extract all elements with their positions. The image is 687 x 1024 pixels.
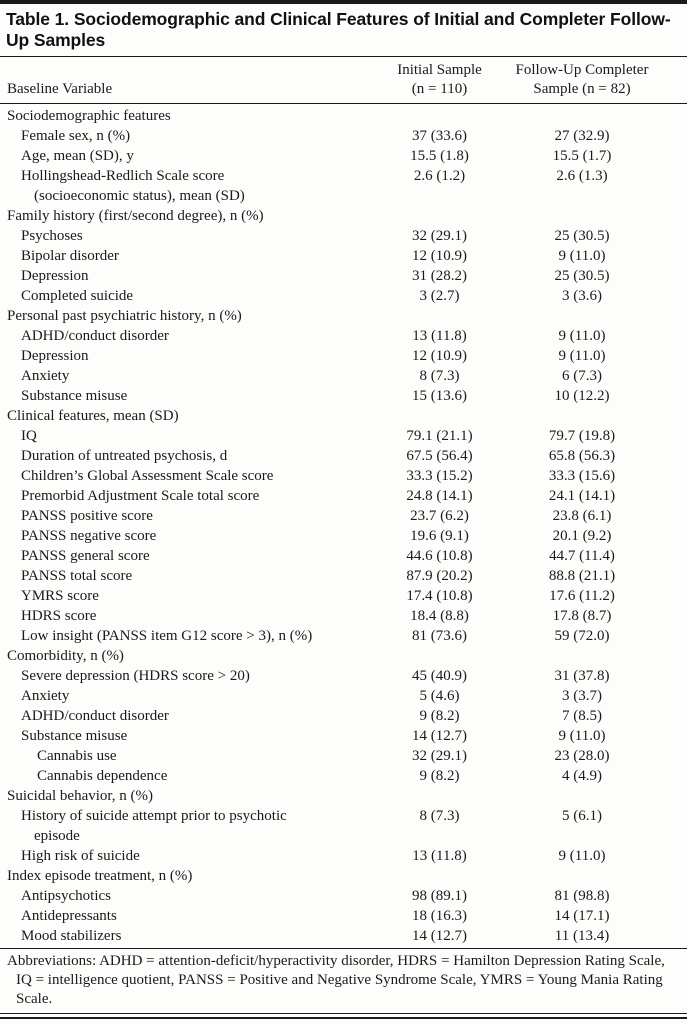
row-label-text: Anxiety: [21, 688, 70, 704]
table-row: [7, 606, 657, 626]
followup-sample-value: 3 (3.7): [562, 688, 602, 704]
table-row: [7, 226, 657, 246]
row-label-text: PANSS total score: [21, 568, 133, 584]
followup-sample-value: 9 (11.0): [558, 348, 606, 364]
initial-sample-value: 14 (12.7): [412, 928, 467, 944]
table-row: [7, 446, 657, 466]
initial-sample-value: 8 (7.3): [419, 808, 460, 824]
initial-sample-value: 13 (11.8): [412, 328, 467, 344]
row-label: [7, 546, 372, 566]
row-label: [7, 726, 372, 746]
table-header: [0, 57, 687, 103]
initial-sample-value: 9 (8.2): [419, 768, 460, 784]
row-label-text: Antidepressants: [21, 908, 117, 924]
table-row: [7, 106, 657, 126]
followup-sample-value: 9 (11.0): [558, 728, 606, 744]
followup-sample-value: 59 (72.0): [554, 628, 610, 644]
followup-sample-value: 25 (30.5): [554, 228, 610, 244]
table-row: [7, 366, 657, 386]
row-label-text: Sociodemographic features: [7, 108, 171, 124]
row-label-text: Psychoses: [21, 228, 83, 244]
table-row: [7, 426, 657, 446]
table-row: [7, 286, 657, 306]
column-header-followup-sample: [507, 61, 657, 99]
row-label-text: PANSS negative score: [21, 528, 157, 544]
row-label-text: Suicidal behavior, n (%): [7, 788, 154, 804]
initial-sample-value: 87.9 (20.2): [406, 568, 473, 584]
row-label: [7, 586, 372, 606]
row-label-text: History of suicide attempt prior to psychotic: [21, 808, 287, 824]
row-label-text: Depression: [21, 348, 89, 364]
initial-sample-value: 81 (73.6): [412, 628, 467, 644]
row-label: [7, 926, 372, 946]
followup-sample-value: 20.1 (9.2): [552, 528, 612, 544]
row-label-text: Anxiety: [21, 368, 70, 384]
row-label: [7, 106, 372, 126]
row-label: [7, 126, 372, 146]
row-label: [7, 566, 372, 586]
table-row: [7, 646, 657, 666]
row-label: [7, 366, 372, 386]
row-label-text: Female sex, n (%): [21, 128, 131, 144]
row-label-text: Bipolar disorder: [21, 248, 119, 264]
row-label: [7, 506, 372, 526]
row-label: [7, 806, 372, 846]
followup-sample-value: 14 (17.1): [554, 908, 610, 924]
initial-sample-value: 13 (11.8): [412, 848, 467, 864]
followup-sample-value: 27 (32.9): [554, 128, 610, 144]
initial-sample-value: 44.6 (10.8): [406, 548, 473, 564]
row-label-text: Children’s Global Assessment Scale score: [21, 468, 274, 484]
followup-sample-value: 3 (3.6): [562, 288, 602, 304]
row-label: [7, 746, 372, 766]
row-label: [7, 706, 372, 726]
followup-sample-value: 9 (11.0): [558, 848, 606, 864]
initial-sample-value: 18 (16.3): [412, 908, 467, 924]
followup-sample-value: 10 (12.2): [554, 388, 610, 404]
row-label-text: High risk of suicide: [21, 848, 140, 864]
row-label: [7, 326, 372, 346]
row-label-text: Premorbid Adjustment Scale total score: [21, 488, 260, 504]
table-row: [7, 386, 657, 406]
followup-sample-value: 7 (8.5): [562, 708, 602, 724]
table-row: [7, 746, 657, 766]
initial-sample-value: 24.8 (14.1): [406, 488, 473, 504]
table-row: [7, 486, 657, 506]
row-label: [7, 346, 372, 366]
row-label-continued: (socioeconomic status), mean (SD): [34, 188, 245, 204]
followup-sample-value: 5 (6.1): [562, 808, 602, 824]
table-row: [7, 546, 657, 566]
initial-sample-value: 32 (29.1): [412, 228, 467, 244]
table-row: [7, 666, 657, 686]
table-row: [7, 786, 657, 806]
column-header-initial-sample-line2: (n = 110): [411, 81, 468, 97]
row-label: [7, 386, 372, 406]
row-label-text: ADHD/conduct disorder: [21, 328, 169, 344]
table-row: [7, 206, 657, 226]
row-label: [7, 466, 372, 486]
table-row: [7, 506, 657, 526]
table-body: [0, 104, 687, 948]
row-label-text: HDRS score: [21, 608, 97, 624]
initial-sample-value: 9 (8.2): [419, 708, 460, 724]
initial-sample-value: 17.4 (10.8): [406, 588, 473, 604]
row-label-text: PANSS positive score: [21, 508, 153, 524]
followup-sample-value: 9 (11.0): [558, 328, 606, 344]
row-label: [7, 486, 372, 506]
row-label-text: Substance misuse: [21, 388, 128, 404]
table-row: [7, 406, 657, 426]
initial-sample-value: 14 (12.7): [412, 728, 467, 744]
followup-sample-value: 17.6 (11.2): [549, 588, 615, 604]
initial-sample-value: 8 (7.3): [419, 368, 460, 384]
table-row: [7, 586, 657, 606]
row-label-text: Hollingshead-Redlich Scale score: [21, 168, 225, 184]
table-row: [7, 806, 657, 846]
table-row: [7, 926, 657, 946]
followup-sample-value: 2.6 (1.3): [556, 168, 608, 184]
column-header-initial-sample-line1: Initial Sample: [397, 62, 482, 78]
followup-sample-value: 79.7 (19.8): [548, 428, 616, 444]
initial-sample-value: 23.7 (6.2): [410, 508, 469, 524]
followup-sample-value: 23.8 (6.1): [552, 508, 612, 524]
table-row: [7, 906, 657, 926]
row-label-text: Cannabis use: [37, 748, 117, 764]
bottom-rule-thick: [0, 1017, 687, 1019]
row-label: [7, 886, 372, 906]
row-label: [7, 166, 372, 206]
initial-sample-value: 33.3 (15.2): [406, 468, 473, 484]
row-label-text: Completed suicide: [21, 288, 134, 304]
followup-sample-value: 88.8 (21.1): [548, 568, 616, 584]
table-row: [7, 846, 657, 866]
table-row: [7, 326, 657, 346]
row-label-text: Family history (first/second degree), n (%): [7, 208, 264, 224]
row-label-text: ADHD/conduct disorder: [21, 708, 169, 724]
row-label-text: Personal past psychiatric history, n (%): [7, 308, 242, 324]
initial-sample-value: 79.1 (21.1): [406, 428, 473, 444]
row-label-text: Depression: [21, 268, 89, 284]
table-row: [7, 766, 657, 786]
row-label: [7, 226, 372, 246]
followup-sample-value: 4 (4.9): [562, 768, 602, 784]
table-row: [7, 526, 657, 546]
followup-sample-value: 81 (98.8): [554, 888, 610, 904]
row-label: [7, 426, 372, 446]
row-label: [7, 306, 372, 326]
column-header-baseline-variable: Baseline Variable: [7, 81, 113, 97]
row-label-text: Low insight (PANSS item G12 score > 3), n (%): [21, 628, 313, 644]
table-row: [7, 706, 657, 726]
followup-sample-value: 25 (30.5): [554, 268, 610, 284]
row-label: [7, 246, 372, 266]
initial-sample-value: 12 (10.9): [412, 248, 467, 264]
table-row: [7, 886, 657, 906]
initial-sample-value: 31 (28.2): [412, 268, 467, 284]
initial-sample-value: 45 (40.9): [412, 668, 467, 684]
row-label: [7, 646, 372, 666]
row-label: [7, 866, 372, 886]
initial-sample-value: 15 (13.6): [412, 388, 467, 404]
row-label: [7, 766, 372, 786]
initial-sample-value: 2.6 (1.2): [413, 168, 466, 184]
column-header-initial-sample: [372, 61, 507, 99]
table-row: [7, 146, 657, 166]
row-label: [7, 906, 372, 926]
table-footnote: Abbreviations: ADHD = attention-deficit/hyperactivity disorder, HDRS = Hamilton Depression Rating Scale, IQ = intelligence quotient, PANSS = Positive and Negative Syndrome Scale, YMRS = Young Mania Rating Scale.: [7, 953, 665, 1007]
followup-sample-value: 15.5 (1.7): [552, 148, 612, 164]
table-title: Table 1. Sociodemographic and Clinical Features of Initial and Completer Follow-Up Samples: [6, 9, 671, 50]
row-label: [7, 666, 372, 686]
initial-sample-value: 32 (29.1): [412, 748, 467, 764]
row-label: [7, 846, 372, 866]
table-row: [7, 466, 657, 486]
column-header-followup-sample-line1: Follow-Up Completer: [515, 62, 649, 78]
followup-sample-value: 24.1 (14.1): [548, 488, 616, 504]
row-label-text: Mood stabilizers: [21, 928, 122, 944]
row-label: [7, 526, 372, 546]
followup-sample-value: 6 (7.3): [562, 368, 602, 384]
row-label: [7, 146, 372, 166]
table-row: [7, 306, 657, 326]
row-label-text: Comorbidity, n (%): [7, 648, 124, 664]
followup-sample-value: 65.8 (56.3): [548, 448, 616, 464]
row-label: [7, 786, 372, 806]
table-row: [7, 126, 657, 146]
row-label: [7, 206, 372, 226]
row-label: [7, 626, 372, 646]
initial-sample-value: 19.6 (9.1): [410, 528, 469, 544]
followup-sample-value: 33.3 (15.6): [548, 468, 616, 484]
row-label: [7, 446, 372, 466]
row-label-text: Antipsychotics: [21, 888, 111, 904]
initial-sample-value: 15.5 (1.8): [410, 148, 469, 164]
initial-sample-value: 5 (4.6): [419, 688, 460, 704]
table-row: [7, 866, 657, 886]
followup-sample-value: 23 (28.0): [554, 748, 610, 764]
row-label-text: IQ: [21, 428, 37, 444]
table-row: [7, 566, 657, 586]
initial-sample-value: 3 (2.7): [419, 288, 460, 304]
row-label: [7, 686, 372, 706]
row-label: [7, 606, 372, 626]
row-label-text: YMRS score: [21, 588, 99, 604]
table-row: [7, 346, 657, 366]
column-header-followup-sample-line2: Sample (n = 82): [533, 81, 631, 97]
row-label-text: Clinical features, mean (SD): [7, 408, 179, 424]
initial-sample-value: 12 (10.9): [412, 348, 467, 364]
followup-sample-value: 44.7 (11.4): [549, 548, 615, 564]
initial-sample-value: 37 (33.6): [412, 128, 467, 144]
row-label-text: Age, mean (SD), y: [21, 148, 134, 164]
initial-sample-value: 67.5 (56.4): [406, 448, 473, 464]
row-label: [7, 406, 372, 426]
row-label-text: Severe depression (HDRS score > 20): [21, 668, 250, 684]
followup-sample-value: 11 (13.4): [554, 928, 610, 944]
initial-sample-value: 18.4 (8.8): [410, 608, 469, 624]
table-row: [7, 166, 657, 206]
followup-sample-value: 9 (11.0): [558, 248, 606, 264]
table-row: [7, 626, 657, 646]
row-label-text: Substance misuse: [21, 728, 128, 744]
row-label: [7, 286, 372, 306]
row-label: [7, 266, 372, 286]
initial-sample-value: 98 (89.1): [412, 888, 467, 904]
followup-sample-value: 31 (37.8): [554, 668, 610, 684]
row-label-continued: episode: [34, 828, 80, 844]
table-row: [7, 266, 657, 286]
row-label-text: PANSS general score: [21, 548, 150, 564]
table-row: [7, 246, 657, 266]
row-label-text: Cannabis dependence: [37, 768, 168, 784]
row-label-text: Index episode treatment, n (%): [7, 868, 193, 884]
followup-sample-value: 17.8 (8.7): [552, 608, 612, 624]
table-row: [7, 726, 657, 746]
bottom-rule-thin: [0, 1013, 687, 1014]
row-label-text: Duration of untreated psychosis, d: [21, 448, 228, 464]
table-row: [7, 686, 657, 706]
